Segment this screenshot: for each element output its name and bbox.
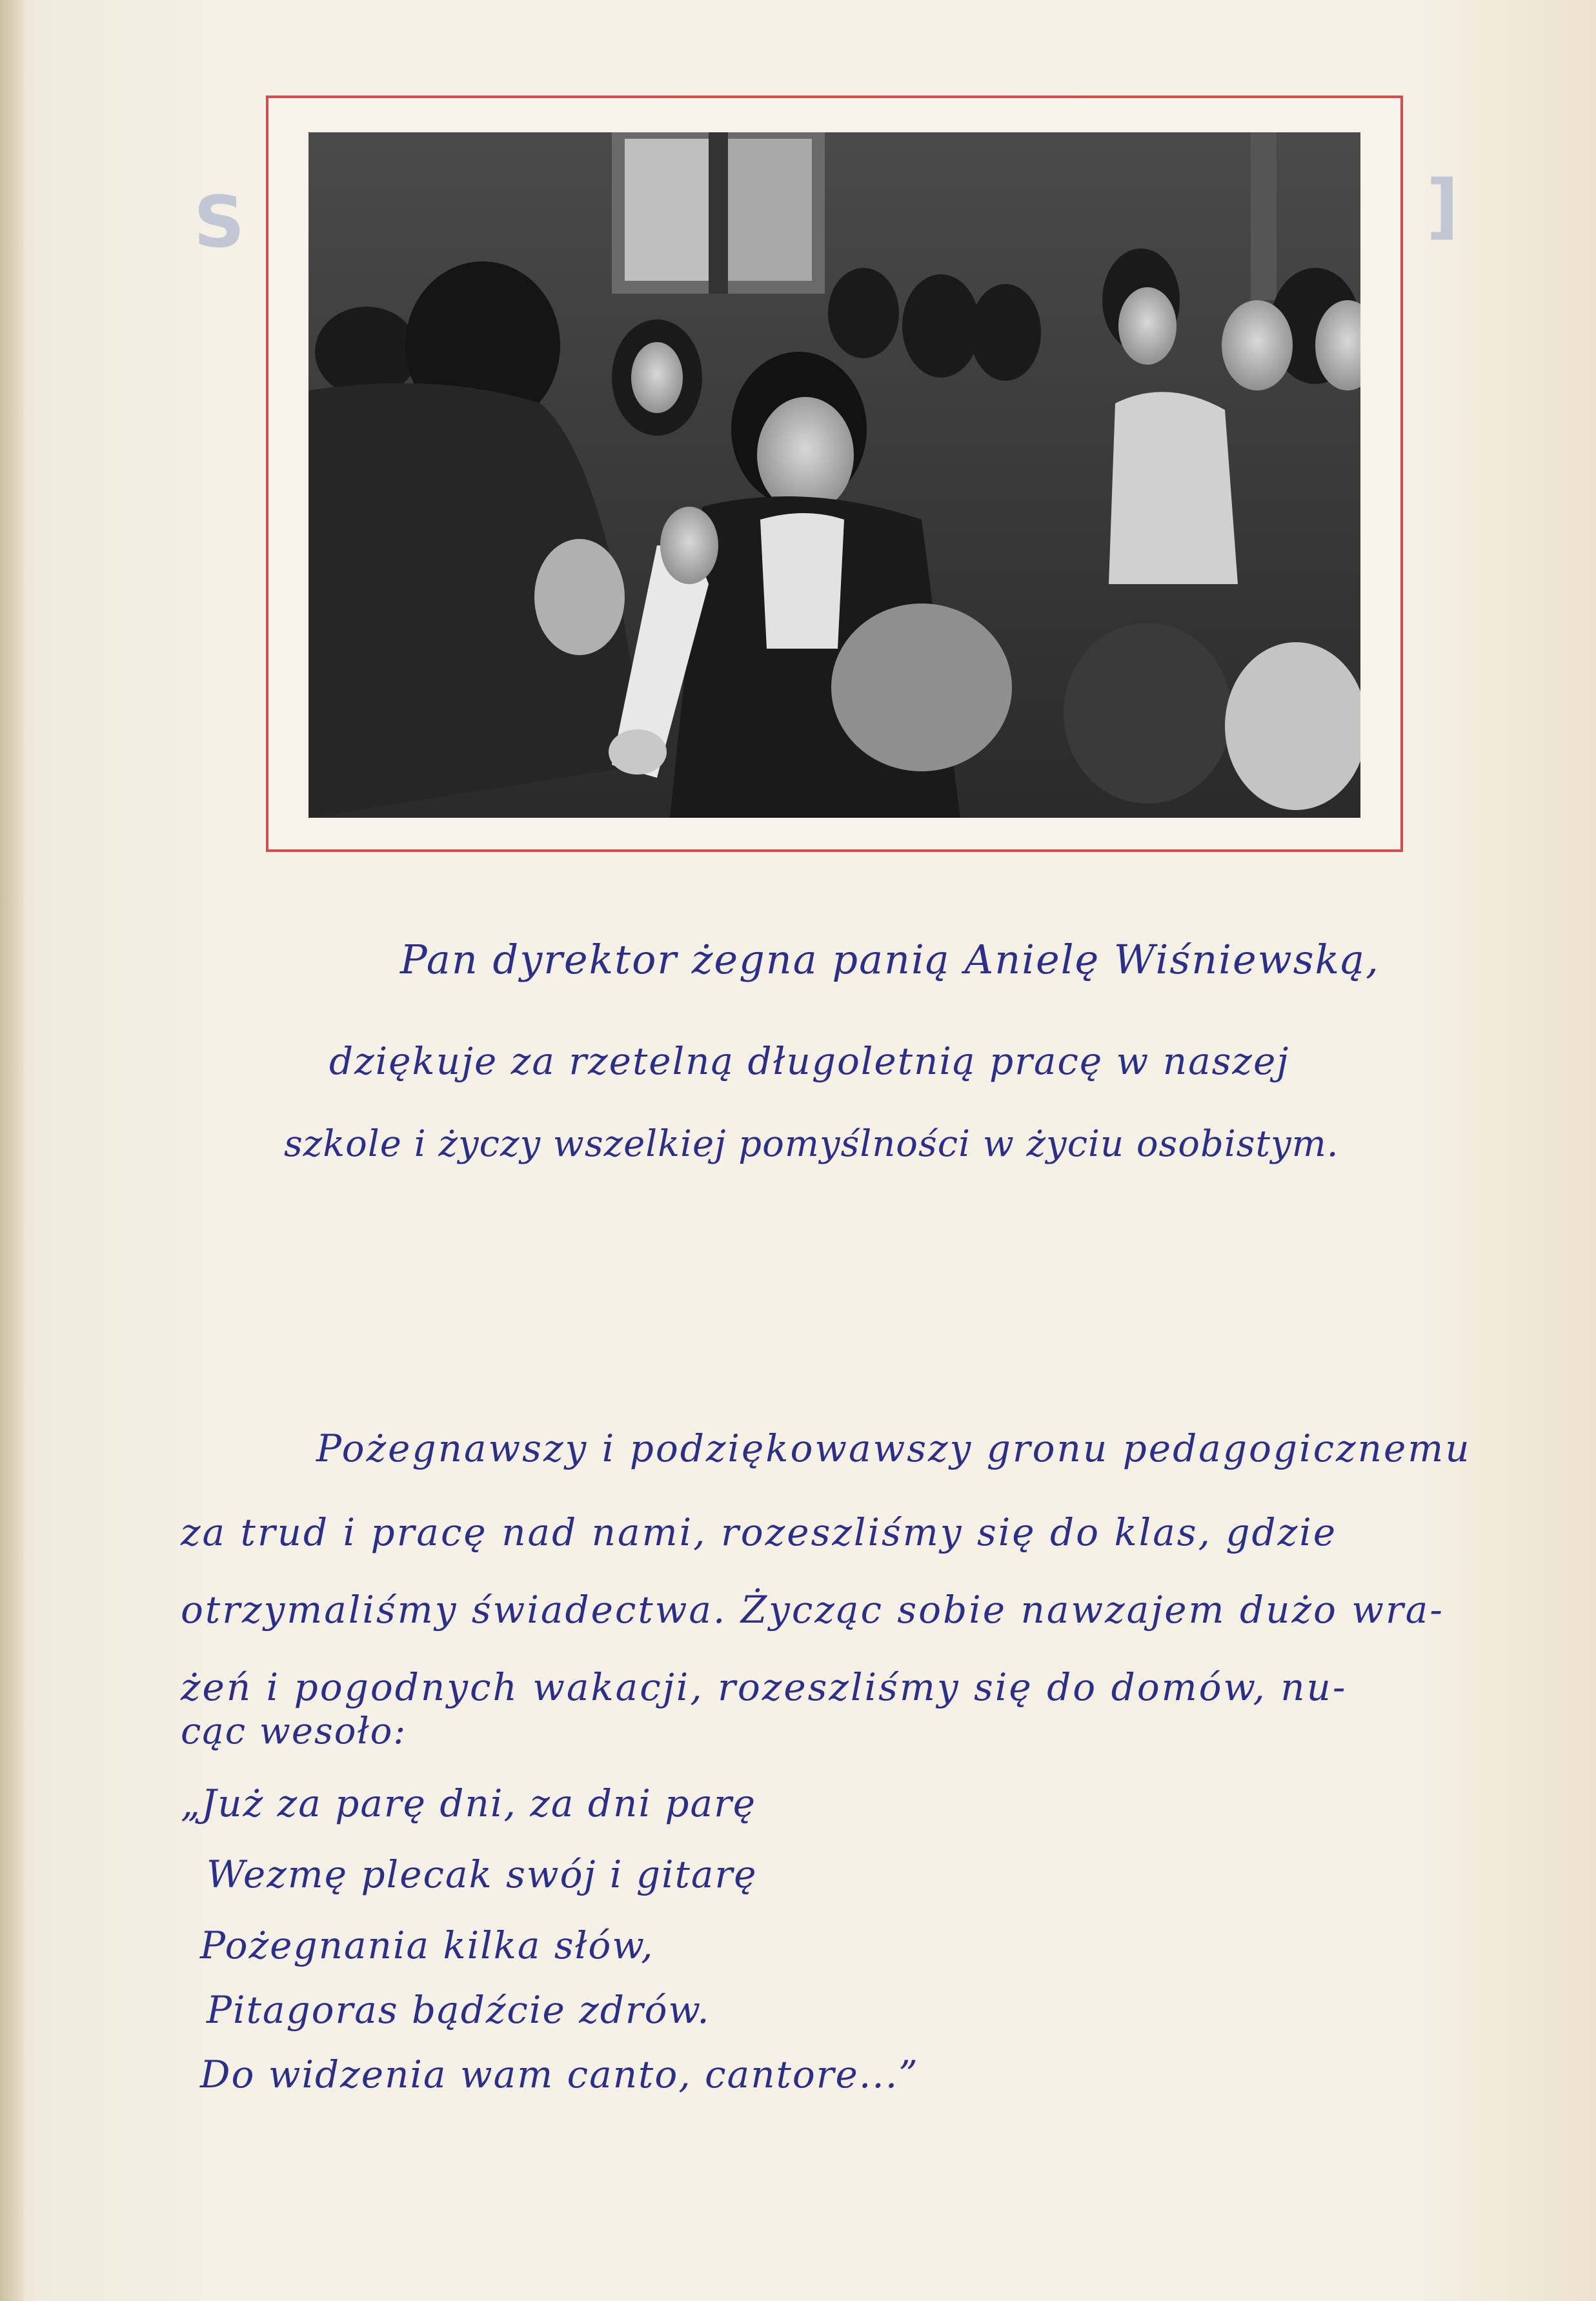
faded-stamp-right: ] xyxy=(1426,165,1459,247)
song-line-5: Do widzenia wam canto, cantore...” xyxy=(200,2053,919,2096)
song-line-4: Pitagoras bądźcie zdrów. xyxy=(207,1988,711,2032)
caption-line-2: dziękuje za rzetelną długoletnią pracę w naszej xyxy=(329,1039,1290,1083)
song-line-1: „Już za parę dni, za dni parę xyxy=(181,1781,757,1825)
black-white-photo xyxy=(308,132,1360,818)
caption-line-3: szkole i życzy wszelkiej pomyślności w życiu osobistym. xyxy=(284,1123,1339,1165)
body-line-5: cąc wesoło: xyxy=(181,1710,407,1752)
body-line-1: Pożegnawszy i podziękowawszy gronu pedagogicznemu xyxy=(316,1426,1471,1470)
faded-stamp-left: S xyxy=(194,181,245,263)
body-line-2: za trud i pracę nad nami, rozeszliśmy się do klas, gdzie xyxy=(181,1510,1338,1554)
body-line-4: żeń i pogodnych wakacji, rozeszliśmy się do domów, nu- xyxy=(181,1665,1348,1709)
page-edge xyxy=(0,0,23,2301)
song-line-2: Wezmę plecak swój i gitarę xyxy=(207,1852,758,1896)
song-line-3: Pożegnania kilka słów, xyxy=(200,1923,654,1967)
body-line-3: otrzymaliśmy świadectwa. Życząc sobie nawzajem dużo wra- xyxy=(181,1588,1444,1632)
caption-line-1: Pan dyrektor żegna panią Anielę Wiśniewską, xyxy=(400,936,1380,983)
